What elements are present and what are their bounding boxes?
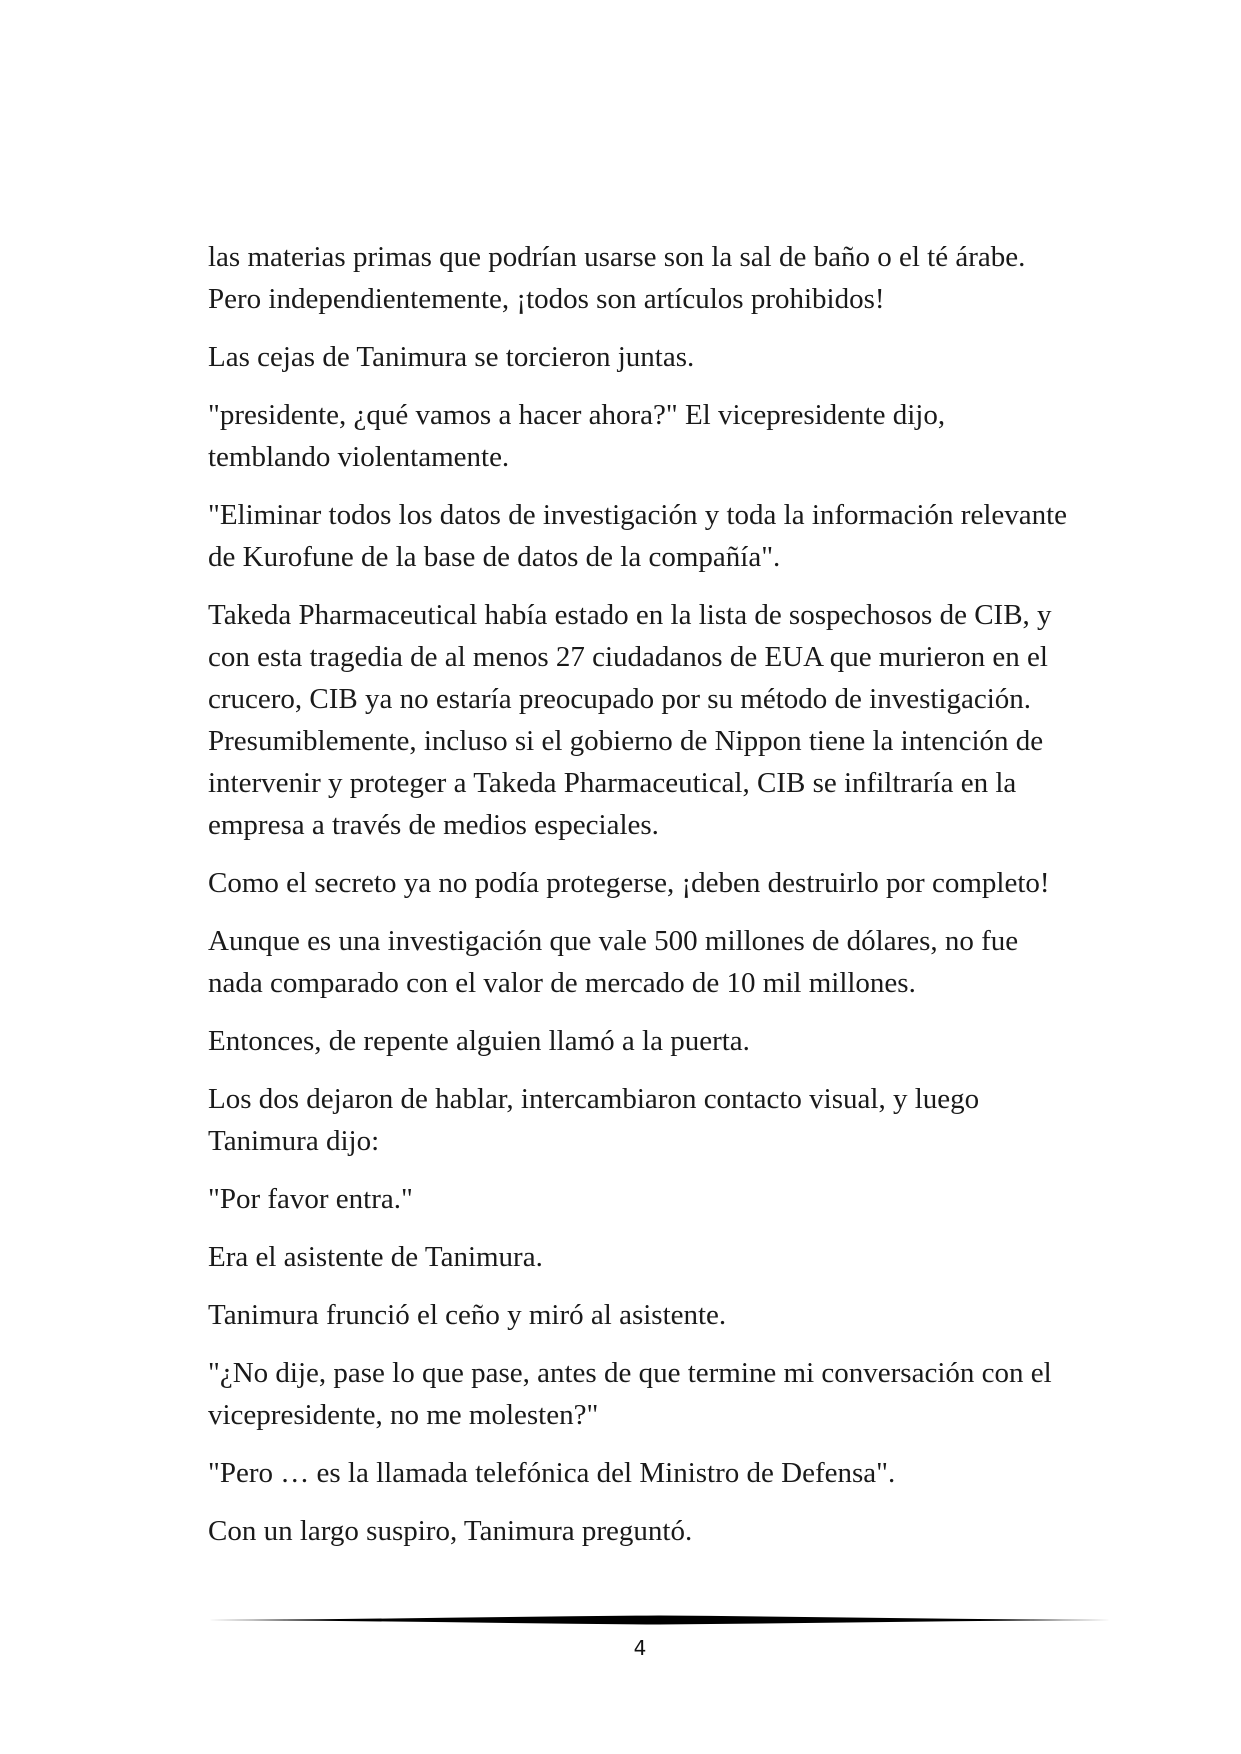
paragraph: Takeda Pharmaceutical había estado en la lista de sospechosos de CIB, y con esta tragedia de al menos 27 ciudadanos de EUA que murieron en el crucero, CIB ya no estaría preocupado por su método de investigación. Presumiblemente, incluso si el gobierno de Nippon tiene la intención de intervenir y proteger a Takeda Pharmaceutical, CIB se infiltraría en la empresa a través de medios especiales.	[208, 599, 1052, 841]
paragraph: Como el secreto ya no podía protegerse, ¡deben destruirlo por completo!	[208, 867, 1050, 899]
paragraph: Entonces, de repente alguien llamó a la puerta.	[208, 1025, 750, 1057]
paragraph: Tanimura frunció el ceño y miró al asistente.	[208, 1299, 727, 1331]
paragraph: "Pero … es la llamada telefónica del Ministro de Defensa".	[208, 1457, 896, 1489]
paragraph: "Eliminar todos los datos de investigación y toda la información relevante de Kurofune de la base de datos de la compañía".	[208, 499, 1068, 573]
page-number: 4	[633, 1636, 647, 1660]
paragraph: Era el asistente de Tanimura.	[208, 1241, 543, 1273]
paragraph: Las cejas de Tanimura se torcieron juntas.	[208, 341, 695, 373]
paragraph: las materias primas que podrían usarse son la sal de baño o el té árabe. Pero independientemente, ¡todos son artículos prohibidos!	[208, 241, 1026, 315]
paragraph: "Por favor entra."	[208, 1183, 413, 1215]
paragraph: Los dos dejaron de hablar, intercambiaron contacto visual, y luego Tanimura dijo:	[208, 1083, 980, 1157]
paragraph: "presidente, ¿qué vamos a hacer ahora?" El vicepresidente dijo, temblando violentamente.	[208, 399, 946, 473]
footer-divider	[208, 1614, 1111, 1626]
paragraph: Aunque es una investigación que vale 500 millones de dólares, no fue nada comparado con el valor de mercado de 10 mil millones.	[208, 925, 1019, 999]
paragraph: "¿No dije, pase lo que pase, antes de que termine mi conversación con el vicepresidente, no me molesten?"	[208, 1357, 1052, 1431]
body-text	[208, 236, 1068, 1568]
paragraph: Con un largo suspiro, Tanimura preguntó.	[208, 1515, 693, 1547]
